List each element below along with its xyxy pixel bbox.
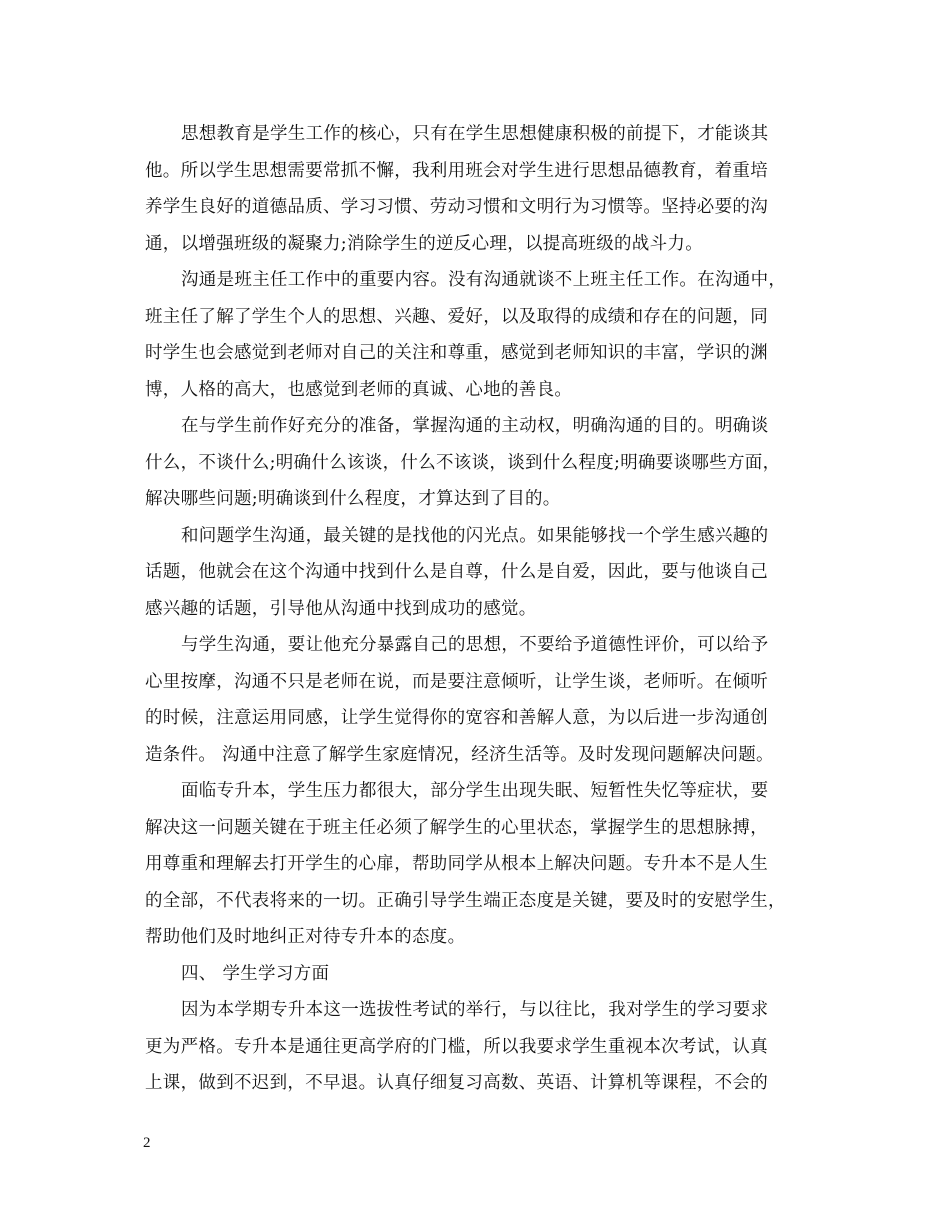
paragraph [145,518,810,628]
text-line: 因为本学期专升本这一选拔性考试的举行，与以往比，我对学生的学习要求 [181,1000,769,1020]
text-line: 更为严格。专升本是通往更高学府的门槛，所以我要求学生重视本次考试，认真 [145,1036,768,1057]
text-line: 面临专升本，学生压力都很大，部分学生出现失眠、短暂性失忆等症状，要 [181,781,769,801]
paragraph [145,408,810,518]
paragraph [145,627,810,773]
text-line: 通，以增强班级的凝聚力;消除学生的逆反心理，以提高班级的战斗力。 [145,233,703,254]
text-line: 解决哪些问题;明确谈到什么程度，才算达到了目的。 [145,489,561,509]
paragraph [145,262,810,408]
paragraph [145,773,810,956]
text-line: 感兴趣的话题，引导他从沟通中找到成功的感觉。 [145,598,537,619]
text-line: 思想教育是学生工作的核心，只有在学生思想健康积极的前提下，才能谈其 [181,124,769,144]
text-line: 帮助他们及时地纠正对待专升本的态度。 [145,927,466,947]
text-line: 什么，不谈什么;明确什么该谈，什么不该谈，谈到什么程度;明确要谈哪些方面， [145,452,781,473]
text-line: 在与学生前作好充分的准备，掌握沟通的主动权，明确沟通的目的。明确谈 [181,416,769,436]
text-line: 用尊重和理解去打开学生的心扉，帮助同学从根本上解决问题。专升本不是人生 [145,854,768,874]
text-line: 和问题学生沟通，最关键的是找他的闪光点。如果能够找一个学生感兴趣的 [181,525,769,546]
text-line: 的全部，不代表将来的一切。正确引导学生端正态度是关键，要及时的安慰学生， [145,890,786,911]
text-line: 解决这一问题关键在于班主任必须了解学生的心里状态，掌握学生的思想脉搏， [145,817,768,838]
section-heading [145,956,810,993]
text-line: 时学生也会感觉到老师对自己的关注和尊重，感觉到老师知识的丰富，学识的渊 [145,343,768,363]
text-line: 班主任了解了学生个人的思想、兴趣、爱好，以及取得的成绩和存在的问题，同 [145,306,768,327]
text-line: 造条件。 沟通中注意了解学生家庭情况，经济生活等。及时发现问题解决问题。 [145,744,774,765]
text-line: 心里按摩，沟通不只是老师在说，而是要注意倾听，让学生谈，老师听。在倾听 [145,671,768,692]
text-line: 的时候，注意运用同感，让学生觉得你的宽容和善解人意，为以后进一步沟通创 [145,708,768,728]
text-line: 与学生沟通，要让他充分暴露自己的思想，不要给予道德性评价，可以给予 [181,635,769,655]
text-line: 沟通是班主任工作中的重要内容。没有沟通就谈不上班主任工作。在沟通中， [181,270,787,290]
text-line: 上课，做到不迟到，不早退。认真仔细复习高数、英语、计算机等课程，不会的 [145,1073,768,1093]
text-line: 博，人格的高大，也感觉到老师的真诚、心地的善良。 [145,379,573,400]
page-number: 2 [143,1135,151,1151]
heading-text: 四、 学生学习方面 [181,963,330,984]
text-line: 话题，他就会在这个沟通中找到什么是自尊，什么是自爱，因此，要与他谈自己 [145,562,768,582]
document-body [145,116,810,1102]
text-line: 养学生良好的道德品质、学习习惯、劳动习惯和文明行为习惯等。坚持必要的沟 [145,197,768,217]
paragraph [145,116,810,262]
text-line: 他。所以学生思想需要常抓不懈，我利用班会对学生进行思想品德教育，着重培 [145,160,768,181]
paragraph [145,992,810,1102]
